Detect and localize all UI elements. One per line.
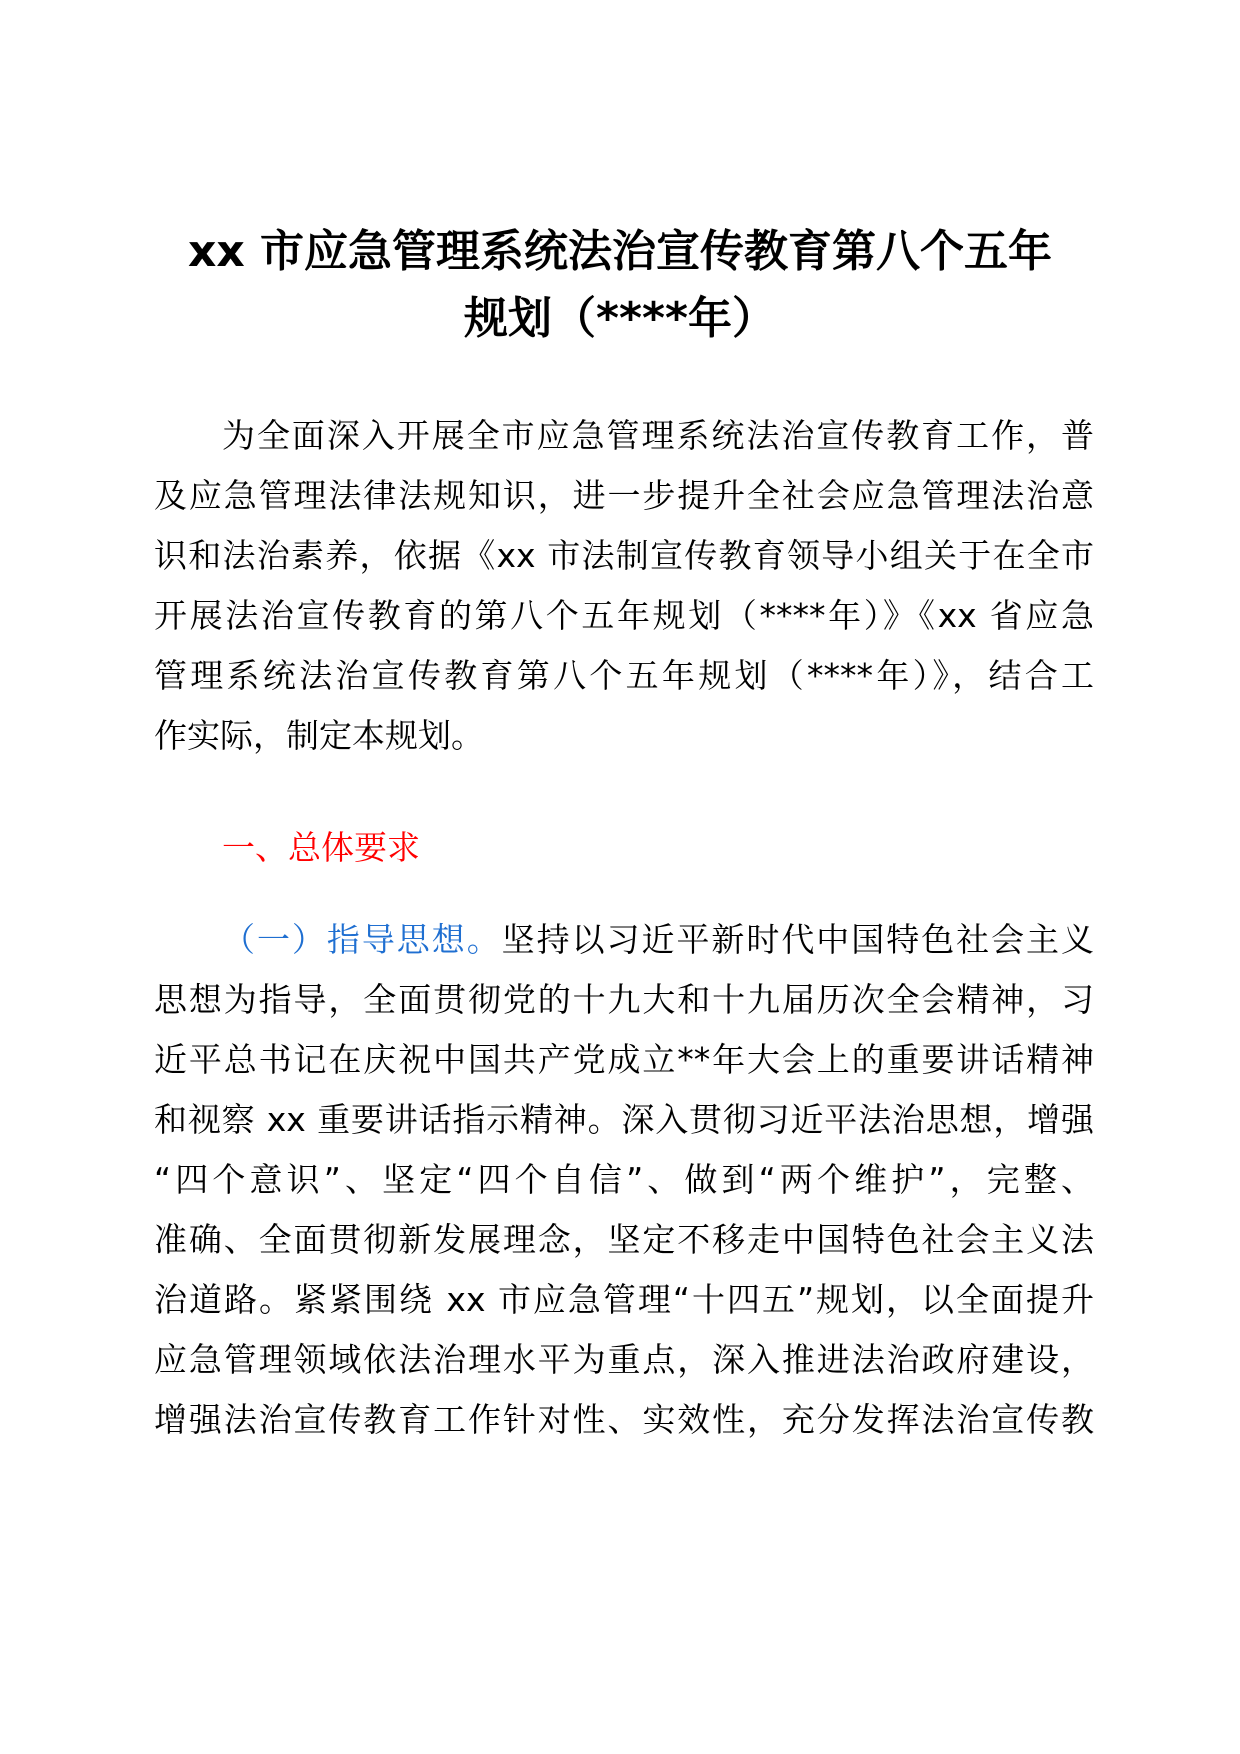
- paragraph-line: 准确、全面贯彻新发展理念，坚定不移走中国特色社会主义法: [154, 1220, 1094, 1259]
- intro-line: 开展法治宣传教育的第八个五年规划（****年）》《xx 省应急: [154, 596, 1094, 635]
- document-title-line-1: xx 市应急管理系统法治宣传教育第八个五年: [187, 226, 1053, 277]
- paragraph-first-line: [222, 917, 1094, 963]
- intro-line: 为全面深入开展全市应急管理系统法治宣传教育工作，普: [222, 416, 1094, 455]
- paragraph-line: 和视察 xx 重要讲话指示精神。深入贯彻习近平法治思想，增强: [154, 1100, 1094, 1139]
- paragraph-line: 近平总书记在庆祝中国共产党成立**年大会上的重要讲话精神: [154, 1040, 1094, 1079]
- intro-line: 作实际，制定本规划。: [154, 716, 484, 755]
- paragraph-line: 治道路。紧紧围绕 xx 市应急管理“十四五”规划，以全面提升: [154, 1280, 1094, 1319]
- paragraph-line: “四个意识”、坚定“四个自信”、做到“两个维护”，完整、: [154, 1160, 1094, 1199]
- intro-line: 及应急管理法律法规知识，进一步提升全社会应急管理法治意: [154, 476, 1094, 515]
- intro-line: 管理系统法治宣传教育第八个五年规划（****年）》，结合工: [154, 656, 1094, 695]
- paragraph-line: 增强法治宣传教育工作针对性、实效性，充分发挥法治宣传教: [154, 1400, 1094, 1439]
- paragraph-line: 思想为指导，全面贯彻党的十九大和十九届历次全会精神，习: [154, 980, 1094, 1019]
- subsection-label: （一）指导思想。: [222, 920, 502, 959]
- intro-line: 识和法治素养，依据《xx 市法制宣传教育领导小组关于在全市: [154, 536, 1094, 575]
- paragraph-text: 坚持以习近平新时代中国特色社会主义: [501, 920, 1095, 959]
- document-title-line-2: 规划（****年）: [463, 293, 777, 344]
- paragraph-line: 应急管理领域依法治理水平为重点，深入推进法治政府建设，: [154, 1340, 1094, 1379]
- section-heading: 一、总体要求: [222, 828, 420, 867]
